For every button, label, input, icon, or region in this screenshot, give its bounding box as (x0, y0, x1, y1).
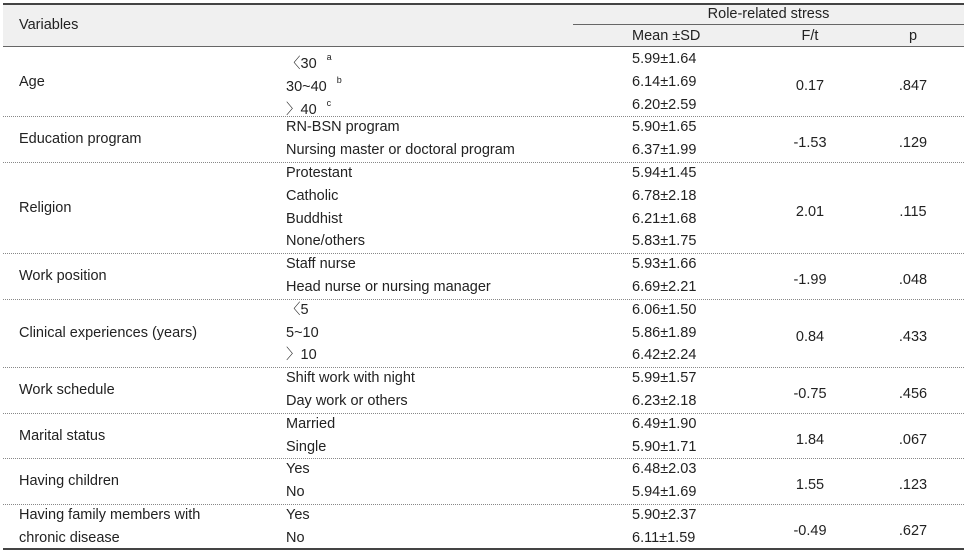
category-label: 30~40 $^b$ (286, 74, 342, 95)
category-label: 〉40 $^c$ (286, 97, 332, 118)
variable-label: Work position (19, 268, 107, 284)
category-label: Yes (286, 507, 310, 523)
mean-sd-value: 6.42±2.24 (632, 347, 697, 364)
mean-sd-value: 6.69±2.21 (632, 279, 697, 295)
p-value: .067 (898, 431, 928, 448)
row-separator (3, 299, 964, 300)
header-p: p (908, 28, 918, 44)
f-t-value: -1.53 (793, 135, 827, 152)
variable-label: Clinical experiences (years) (19, 325, 198, 341)
category-label: Protestant (286, 165, 353, 181)
category-label: Single (286, 438, 327, 455)
mean-sd-value: 5.86±1.89 (632, 324, 697, 341)
p-value: .123 (898, 477, 928, 494)
table-bottom-rule (3, 548, 964, 550)
category-label: No (286, 529, 305, 546)
f-t-value: 0.17 (795, 78, 825, 95)
category-label: Yes (286, 461, 310, 478)
group-superscript: b (336, 74, 342, 85)
variable-label: Age (19, 74, 45, 91)
category-label: Day work or others (286, 393, 408, 409)
variable-label: chronic disease (19, 529, 120, 546)
variable-label: Having children (19, 473, 119, 490)
mean-sd-value: 5.90±1.71 (632, 438, 697, 455)
category-label: Staff nurse (286, 256, 356, 273)
row-separator (3, 162, 964, 163)
mean-sd-value: 5.90±2.37 (632, 507, 697, 523)
category-label: Married (286, 415, 336, 432)
header-role-related-stress: Role-related stress (707, 6, 830, 22)
category-label: RN-BSN program (286, 119, 400, 136)
category-label: Buddhist (286, 210, 343, 227)
variable-label: Religion (19, 199, 72, 216)
f-t-value: 2.01 (795, 203, 825, 220)
category-label: Shift work with night (286, 370, 415, 387)
mean-sd-value: 6.06±1.50 (632, 301, 697, 318)
row-separator (3, 367, 964, 368)
mean-sd-value: 5.99±1.57 (632, 370, 697, 387)
mean-sd-value: 5.93±1.66 (632, 256, 697, 273)
mean-sd-value: 6.20±2.59 (632, 96, 697, 113)
category-label: Head nurse or nursing manager (286, 279, 491, 295)
category-label: None/others (286, 233, 365, 250)
table-top-rule (3, 3, 964, 5)
f-t-value: -0.49 (793, 522, 827, 539)
category-label: No (286, 484, 305, 501)
mean-sd-value: 5.99±1.64 (632, 51, 697, 67)
mean-sd-value: 6.37±1.99 (632, 142, 697, 159)
mean-sd-value: 6.21±1.68 (632, 210, 697, 227)
p-value: .456 (898, 386, 928, 402)
f-t-value: 1.84 (795, 431, 825, 448)
mean-sd-value: 6.11±1.59 (632, 529, 696, 546)
header-ft: F/t (801, 28, 819, 44)
p-value: .847 (898, 78, 928, 95)
mean-sd-value: 6.23±2.18 (632, 393, 697, 409)
mean-sd-value: 5.83±1.75 (632, 233, 697, 250)
p-value: .048 (898, 272, 928, 288)
header-bottom-rule (3, 46, 964, 47)
f-t-value: 0.84 (795, 329, 825, 345)
row-separator (3, 413, 964, 414)
group-superscript: a (326, 52, 332, 62)
category-label: Catholic (286, 187, 339, 204)
row-separator (3, 253, 964, 254)
group-header-underline (573, 24, 964, 25)
mean-sd-value: 5.94±1.69 (632, 484, 697, 501)
variable-label: Work schedule (19, 382, 115, 398)
mean-sd-value: 6.49±1.90 (632, 415, 697, 432)
category-label: 〉10 (286, 347, 317, 364)
mean-sd-value: 5.90±1.65 (632, 119, 697, 136)
category-label: Nursing master or doctoral program (286, 142, 515, 159)
variable-label: Having family members with (19, 507, 201, 523)
f-t-value: 1.55 (795, 477, 825, 494)
row-separator (3, 116, 964, 117)
f-t-value: -1.99 (793, 272, 827, 288)
variable-label: Marital status (19, 427, 106, 444)
mean-sd-value: 6.78±2.18 (632, 187, 697, 204)
header-variables: Variables (19, 17, 79, 33)
mean-sd-value: 5.94±1.45 (632, 165, 697, 181)
row-separator (3, 504, 964, 505)
p-value: .627 (898, 522, 928, 539)
row-separator (3, 458, 964, 459)
f-t-value: -0.75 (793, 386, 827, 402)
mean-sd-value: 6.14±1.69 (632, 73, 697, 90)
p-value: .433 (898, 329, 928, 345)
variable-label: Education program (19, 131, 142, 148)
category-label: 5~10 (286, 324, 319, 341)
p-value: .129 (898, 135, 928, 152)
p-value: .115 (899, 203, 927, 220)
header-mean-sd: Mean ±SD (632, 28, 701, 44)
category-label: 〈30 $^a$ (286, 52, 332, 72)
mean-sd-value: 6.48±2.03 (632, 461, 697, 478)
group-superscript: c (326, 97, 332, 108)
category-label: 〈5 (286, 301, 309, 318)
